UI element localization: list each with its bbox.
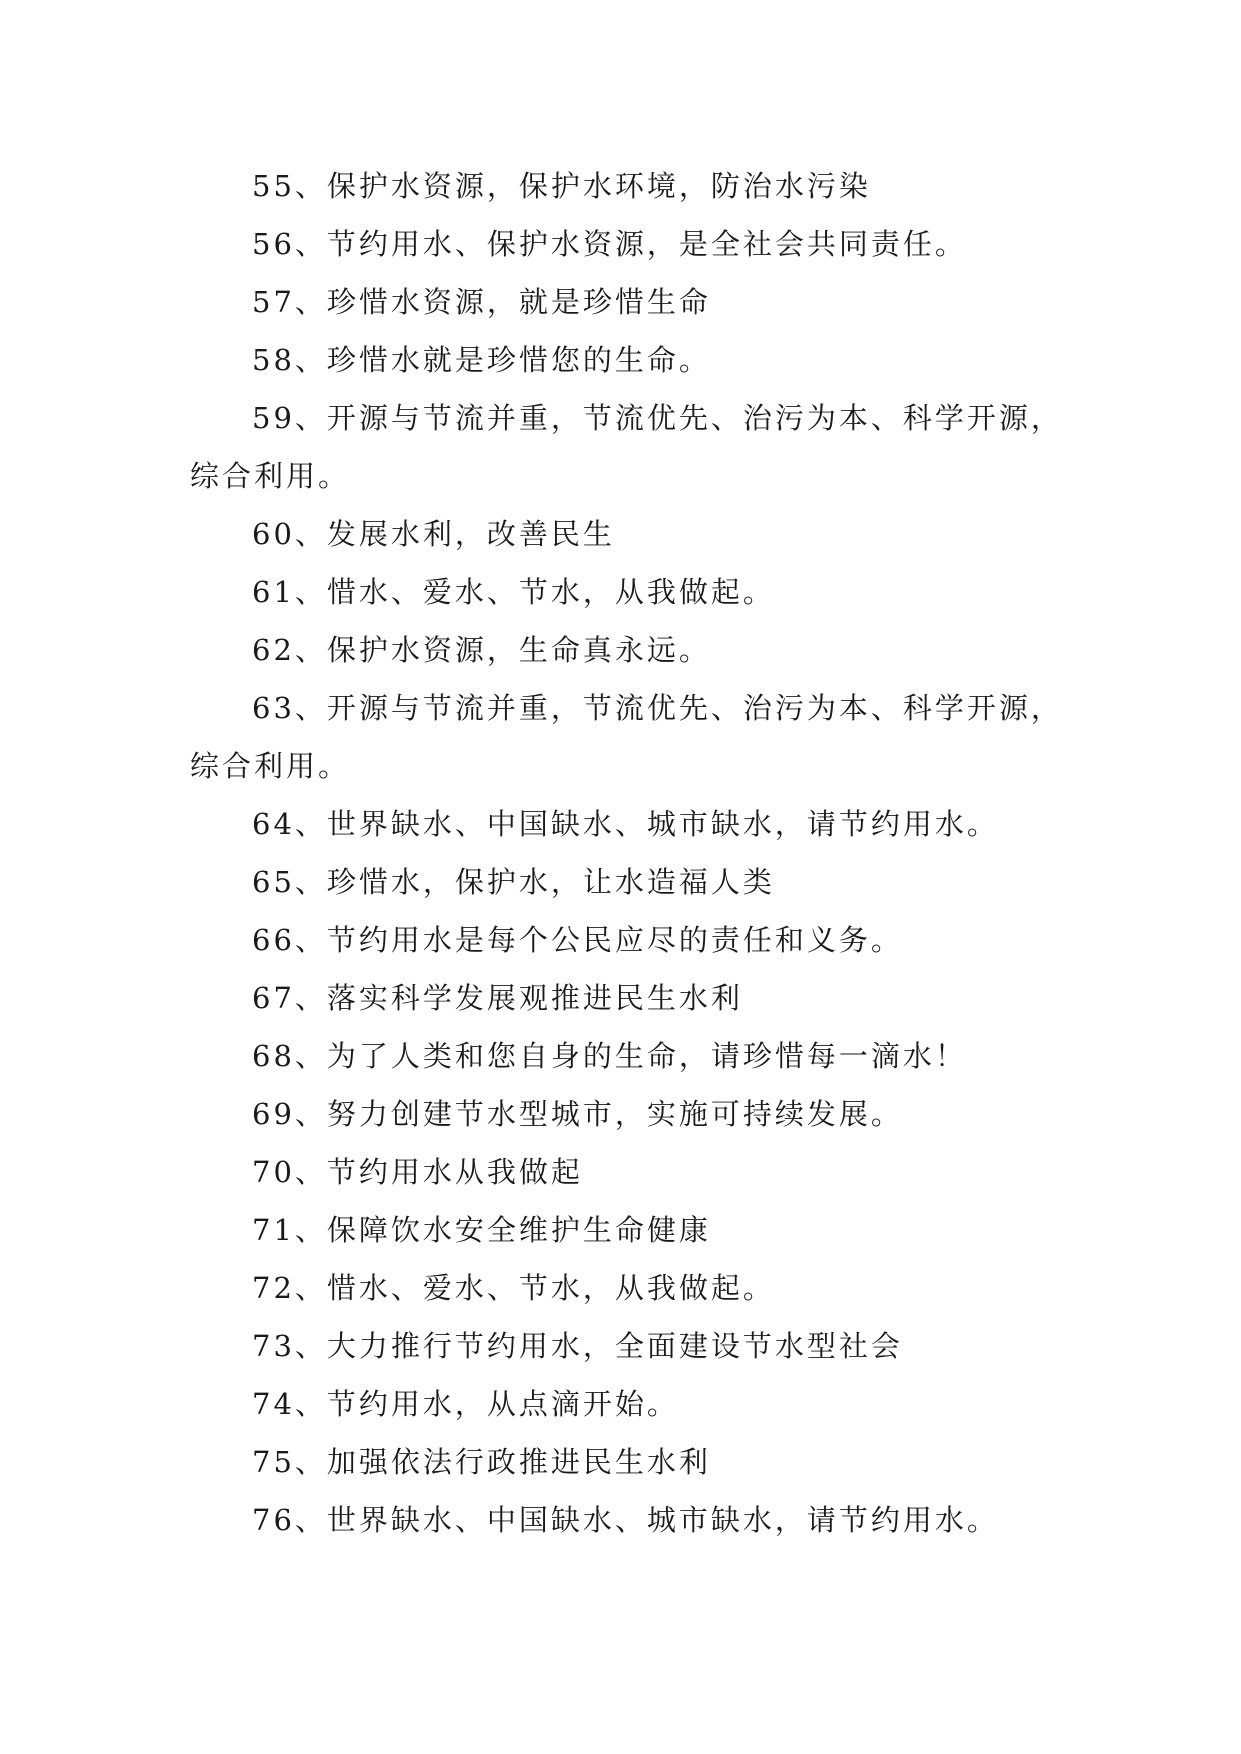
list-item: 62、保护水资源，生命真永远。 — [252, 633, 711, 667]
list-item: 70、节约用水从我做起 — [252, 1155, 583, 1189]
list-item: 66、节约用水是每个公民应尽的责任和义务。 — [252, 923, 903, 957]
list-item: 56、节约用水、保护水资源，是全社会共同责任。 — [252, 227, 967, 261]
list-item: 68、为了人类和您自身的生命，请珍惜每一滴水！ — [252, 1039, 967, 1073]
list-item: 76、世界缺水、中国缺水、城市缺水，请节约用水。 — [252, 1503, 999, 1537]
list-item: 61、惜水、爱水、节水，从我做起。 — [252, 575, 775, 609]
list-item: 72、惜水、爱水、节水，从我做起。 — [252, 1271, 775, 1305]
list-item: 71、保障饮水安全维护生命健康 — [252, 1213, 711, 1247]
list-item: 75、加强依法行政推进民生水利 — [252, 1445, 711, 1479]
list-item: 65、珍惜水，保护水，让水造福人类 — [252, 865, 775, 899]
list-item: 74、节约用水，从点滴开始。 — [252, 1387, 679, 1421]
slogan-list — [190, 157, 1070, 1549]
list-item: 60、发展水利，改善民生 — [252, 517, 615, 551]
list-item: 59、开源与节流并重，节流优先、治污为本、科学开源，综合利用。 — [190, 401, 1063, 493]
list-item: 57、珍惜水资源，就是珍惜生命 — [252, 285, 711, 319]
list-item: 73、大力推行节约用水，全面建设节水型社会 — [252, 1329, 903, 1363]
list-item: 64、世界缺水、中国缺水、城市缺水，请节约用水。 — [252, 807, 999, 841]
list-item: 58、珍惜水就是珍惜您的生命。 — [252, 343, 711, 377]
list-item: 67、落实科学发展观推进民生水利 — [252, 981, 743, 1015]
list-item: 55、保护水资源，保护水环境，防治水污染 — [252, 169, 871, 203]
list-item: 63、开源与节流并重，节流优先、治污为本、科学开源，综合利用。 — [190, 691, 1063, 783]
list-item: 69、努力创建节水型城市，实施可持续发展。 — [252, 1097, 903, 1131]
